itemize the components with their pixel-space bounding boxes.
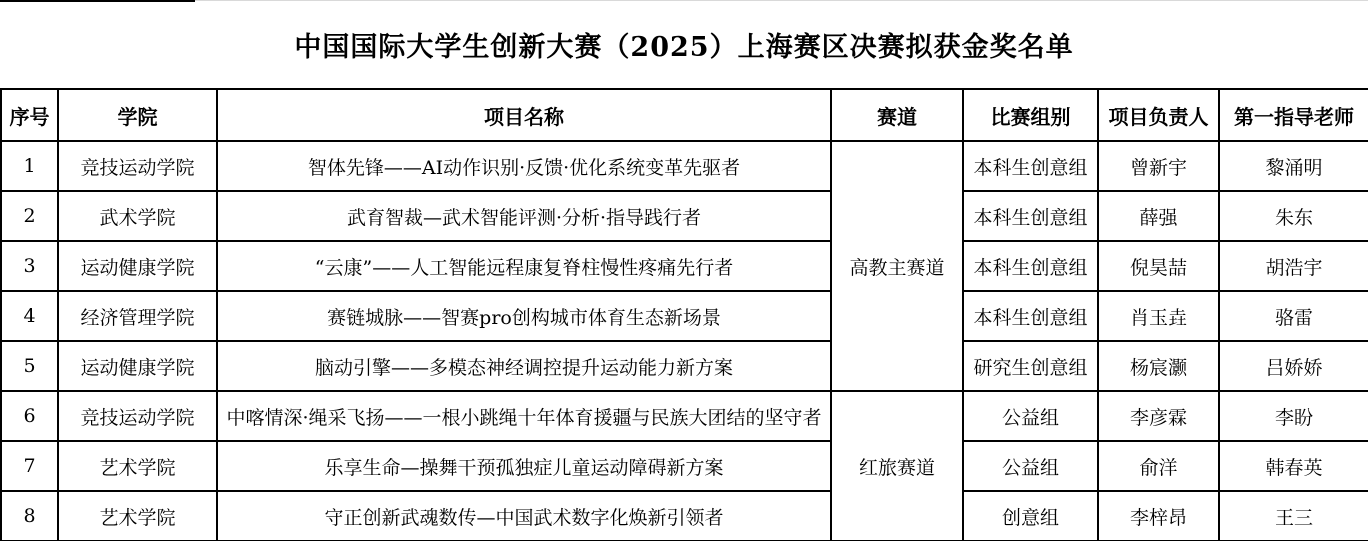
col-header-leader: 项目负责人 [1098, 89, 1219, 141]
cell-project: “云康”——人工智能远程康复脊柱慢性疼痛先行者 [217, 241, 831, 291]
cell-college: 竞技运动学院 [58, 391, 217, 441]
top-edge-line [0, 0, 1368, 1]
cell-serial: 5 [1, 341, 58, 391]
cell-serial: 1 [1, 141, 58, 191]
cell-serial: 2 [1, 191, 58, 241]
cell-college: 竞技运动学院 [58, 141, 217, 191]
table-row [1, 441, 1368, 491]
cell-project: 赛链城脉——智赛pro创构城市体育生态新场景 [217, 291, 831, 341]
award-table [0, 88, 1368, 541]
cell-college: 武术学院 [58, 191, 217, 241]
cell-supervisor: 王三 [1219, 491, 1368, 541]
cell-track-merged: 高教主赛道 [831, 141, 963, 391]
cell-supervisor: 胡浩宇 [1219, 241, 1368, 291]
cell-serial: 7 [1, 441, 58, 491]
cell-leader: 杨宸灏 [1098, 341, 1219, 391]
cell-group: 创意组 [963, 491, 1098, 541]
title-band [0, 0, 1368, 88]
col-header-college: 学院 [58, 89, 217, 141]
cell-supervisor: 吕娇娇 [1219, 341, 1368, 391]
col-header-project: 项目名称 [217, 89, 831, 141]
cell-college: 艺术学院 [58, 491, 217, 541]
cell-supervisor: 黎涌明 [1219, 141, 1368, 191]
cell-group: 公益组 [963, 391, 1098, 441]
cell-group: 研究生创意组 [963, 341, 1098, 391]
cell-leader: 俞洋 [1098, 441, 1219, 491]
table-row [1, 341, 1368, 391]
cell-project: 守正创新武魂数传—中国武术数字化焕新引领者 [217, 491, 831, 541]
cell-group: 本科生创意组 [963, 191, 1098, 241]
cell-group: 本科生创意组 [963, 141, 1098, 191]
cell-leader: 李彦霖 [1098, 391, 1219, 441]
cell-leader: 李梓昂 [1098, 491, 1219, 541]
table-row [1, 141, 1368, 191]
table-row [1, 491, 1368, 541]
cell-serial: 4 [1, 291, 58, 341]
table-row [1, 191, 1368, 241]
cell-group: 本科生创意组 [963, 241, 1098, 291]
cell-serial: 3 [1, 241, 58, 291]
col-header-supervisor: 第一指导老师 [1219, 89, 1368, 141]
page-title: 中国国际大学生创新大赛（2025）上海赛区决赛拟获金奖名单 [294, 31, 1074, 63]
cell-supervisor: 朱东 [1219, 191, 1368, 241]
cell-project: 脑动引擎——多模态神经调控提升运动能力新方案 [217, 341, 831, 391]
cell-leader: 曾新宇 [1098, 141, 1219, 191]
cell-project: 智体先锋——AI动作识别·反馈·优化系统变革先驱者 [217, 141, 831, 191]
cell-project: 武育智裁—武术智能评测·分析·指导践行者 [217, 191, 831, 241]
cell-project: 中喀情深·绳采飞扬——一根小跳绳十年体育援疆与民族大团结的坚守者 [217, 391, 831, 441]
col-header-track: 赛道 [831, 89, 963, 141]
cell-group: 公益组 [963, 441, 1098, 491]
cell-college: 运动健康学院 [58, 241, 217, 291]
cell-leader: 倪昊喆 [1098, 241, 1219, 291]
cell-supervisor: 李盼 [1219, 391, 1368, 441]
cell-track-merged: 红旅赛道 [831, 391, 963, 541]
top-edge-line-dark-segment [0, 0, 195, 2]
cell-serial: 6 [1, 391, 58, 441]
cell-leader: 肖玉垚 [1098, 291, 1219, 341]
header-row [1, 89, 1368, 141]
table-row [1, 241, 1368, 291]
cell-college: 艺术学院 [58, 441, 217, 491]
cell-leader: 薛强 [1098, 191, 1219, 241]
table-row [1, 291, 1368, 341]
table-row [1, 391, 1368, 441]
cell-project: 乐享生命—操舞干预孤独症儿童运动障碍新方案 [217, 441, 831, 491]
cell-serial: 8 [1, 491, 58, 541]
cell-supervisor: 骆雷 [1219, 291, 1368, 341]
cell-college: 运动健康学院 [58, 341, 217, 391]
col-header-group: 比赛组别 [963, 89, 1098, 141]
cell-group: 本科生创意组 [963, 291, 1098, 341]
cell-supervisor: 韩春英 [1219, 441, 1368, 491]
col-header-serial: 序号 [1, 89, 58, 141]
cell-college: 经济管理学院 [58, 291, 217, 341]
